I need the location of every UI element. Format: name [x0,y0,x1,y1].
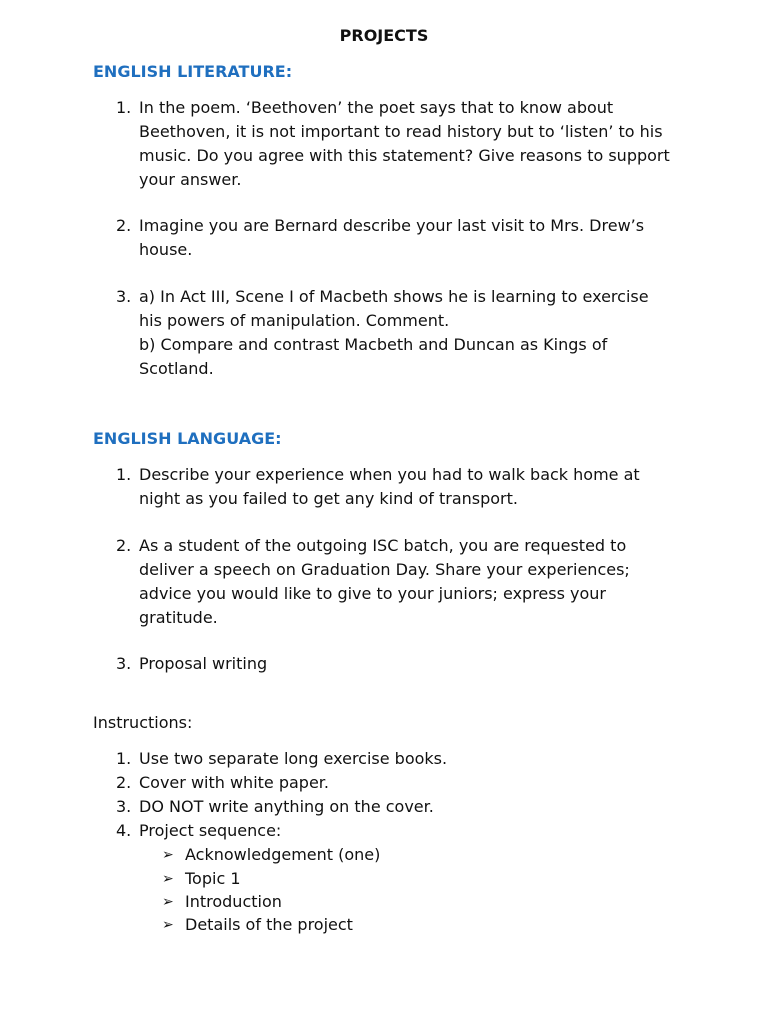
arrow-bullet-icon: ➢ [162,871,174,887]
question-line: his powers of manipulation. Comment. [139,311,450,330]
instruction-item [116,771,676,795]
sequence-item [162,867,241,891]
list-number: 1. [116,749,132,768]
language-question-3 [116,652,676,676]
section-heading-english-language: ENGLISH LANGUAGE: [93,429,282,448]
question-line: advice you would like to give to your juniors; express your [139,584,607,603]
question-line: gratitude. [139,608,218,627]
question-line: Describe your experience when you had to walk back home at [139,465,640,484]
question-line: a) In Act III, Scene I of Macbeth shows he is learning to exercise [139,287,649,306]
section-heading-english-literature: ENGLISH LITERATURE: [93,62,293,81]
sequence-item [162,913,353,937]
instructions-heading: Instructions: [93,713,193,732]
question-line: deliver a speech on Graduation Day. Share your experiences; [139,560,630,579]
question-line: In the poem. ‘Beethoven’ the poet says that to know about [139,98,614,117]
sequence-text: Topic 1 [185,869,241,888]
list-number: 3. [116,287,132,306]
instruction-item [116,747,676,771]
language-question-2 [116,534,676,630]
list-number: 3. [116,797,132,816]
question-line: Imagine you are Bernard describe your last visit to Mrs. Drew’s [139,216,645,235]
instruction-text: Cover with white paper. [139,773,329,792]
question-line: house. [139,240,193,259]
arrow-bullet-icon: ➢ [162,894,174,910]
list-number: 2. [116,216,132,235]
list-number: 1. [116,98,132,117]
question-line: Proposal writing [139,654,268,673]
question-line: Scotland. [139,359,214,378]
literature-question-2 [116,214,676,262]
question-line: Beethoven, it is not important to read history but to ‘listen’ to his [139,122,663,141]
list-number: 2. [116,773,132,792]
question-line: b) Compare and contrast Macbeth and Duncan as Kings of [139,335,608,354]
arrow-bullet-icon: ➢ [162,917,174,933]
literature-question-3 [116,285,676,381]
sequence-text: Introduction [185,892,282,911]
list-number: 4. [116,821,132,840]
sequence-item [162,890,282,914]
sequence-text: Acknowledgement (one) [185,845,381,864]
arrow-bullet-icon: ➢ [162,847,174,863]
question-line: night as you failed to get any kind of transport. [139,489,518,508]
question-line: As a student of the outgoing ISC batch, you are requested to [139,536,627,555]
instruction-text: Use two separate long exercise books. [139,749,448,768]
question-line: music. Do you agree with this statement? Give reasons to support [139,146,670,165]
sequence-item [162,843,380,867]
instruction-text: DO NOT write anything on the cover. [139,797,434,816]
language-question-1 [116,463,676,511]
literature-question-1 [116,96,676,192]
question-line: your answer. [139,170,242,189]
instruction-item [116,819,676,843]
instruction-text: Project sequence: [139,821,282,840]
list-number: 1. [116,465,132,484]
list-number: 2. [116,536,132,555]
page-title: PROJECTS [339,26,429,45]
sequence-text: Details of the project [185,915,353,934]
list-number: 3. [116,654,132,673]
instruction-item [116,795,676,819]
